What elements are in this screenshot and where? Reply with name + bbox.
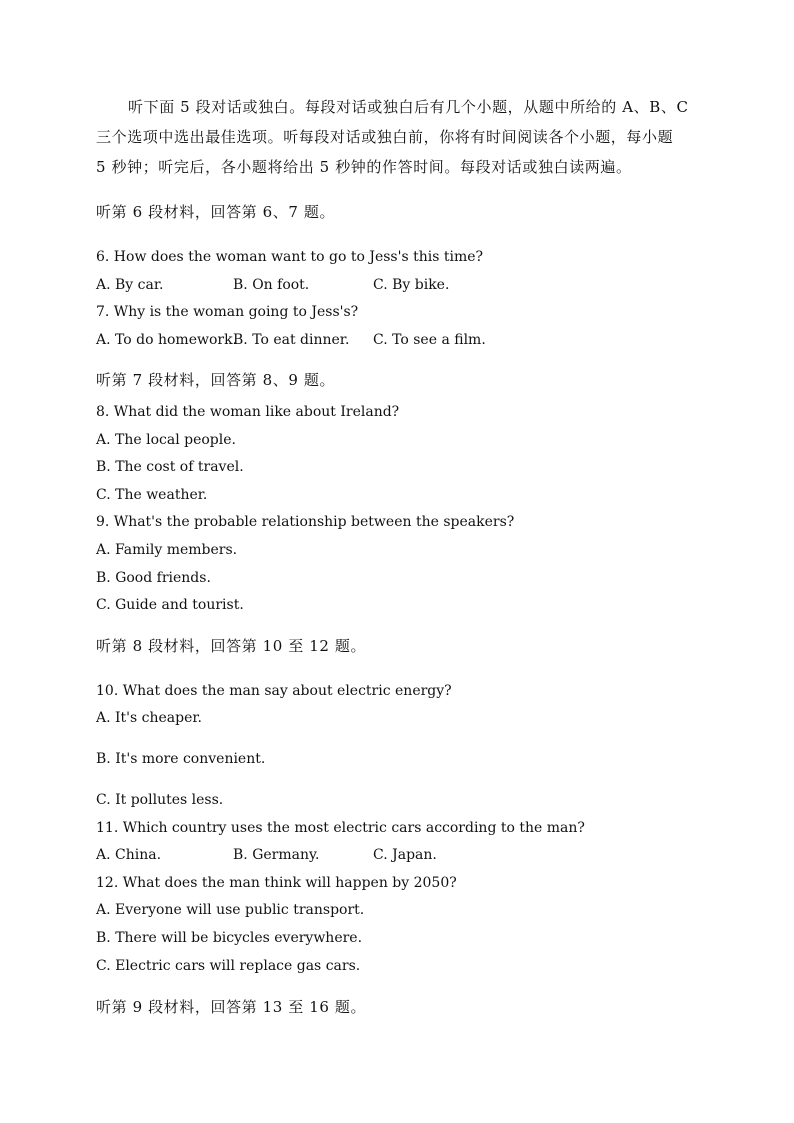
section-heading-6: 听第 6 段材料，回答第 6、7 题。 — [96, 203, 336, 221]
question-6: 6. How does the woman want to go to Jess's this time? — [96, 249, 484, 265]
question-9-option-c: C. Guide and tourist. — [96, 597, 244, 613]
question-7-options — [96, 330, 486, 350]
question-6-options — [96, 275, 450, 295]
intro-line-1: 听下面 5 段对话或独白。每段对话或独白后有几个小题，从题中所给的 A、B、C — [128, 98, 689, 116]
question-11-options — [96, 845, 437, 865]
option-b: B. Germany. — [233, 847, 320, 863]
option-c: C. By bike. — [373, 277, 450, 293]
question-12-option-a: A. Everyone will use public transport. — [96, 902, 365, 918]
question-8-option-a: A. The local people. — [96, 432, 236, 448]
intro-line-3: 5 秒钟；听完后，各小题将给出 5 秒钟的作答时间。每段对话或独白读两遍。 — [96, 158, 632, 176]
option-b: B. To eat dinner. — [233, 332, 350, 348]
question-9-option-a: A. Family members. — [96, 542, 238, 558]
option-a: A. To do homework. — [96, 332, 238, 348]
option-a: A. By car. — [96, 277, 164, 293]
question-12: 12. What does the man think will happen by 2050? — [96, 875, 457, 891]
section-heading-9: 听第 9 段材料，回答第 13 至 16 题。 — [96, 998, 367, 1016]
question-11: 11. Which country uses the most electric cars according to the man? — [96, 820, 585, 836]
option-c: C. To see a film. — [373, 332, 486, 348]
option-a: A. China. — [96, 847, 162, 863]
section-heading-7: 听第 7 段材料，回答第 8、9 题。 — [96, 371, 336, 389]
question-7: 7. Why is the woman going to Jess's? — [96, 304, 359, 320]
option-b: B. On foot. — [233, 277, 310, 293]
question-10: 10. What does the man say about electric energy? — [96, 683, 452, 699]
question-9-option-b: B. Good friends. — [96, 570, 211, 586]
question-9: 9. What's the probable relationship between the speakers? — [96, 514, 515, 530]
question-8-option-c: C. The weather. — [96, 487, 208, 503]
intro-line-2: 三个选项中选出最佳选项。听每段对话或独白前，你将有时间阅读各个小题，每小题 — [96, 128, 674, 146]
section-heading-8: 听第 8 段材料，回答第 10 至 12 题。 — [96, 637, 367, 655]
question-10-option-a: A. It's cheaper. — [96, 710, 202, 726]
question-8-option-b: B. The cost of travel. — [96, 459, 244, 475]
question-10-option-c: C. It pollutes less. — [96, 792, 224, 808]
question-12-option-c: C. Electric cars will replace gas cars. — [96, 958, 361, 974]
option-c: C. Japan. — [373, 847, 437, 863]
question-12-option-b: B. There will be bicycles everywhere. — [96, 930, 363, 946]
question-8: 8. What did the woman like about Ireland? — [96, 404, 400, 420]
question-10-option-b: B. It's more convenient. — [96, 751, 266, 767]
